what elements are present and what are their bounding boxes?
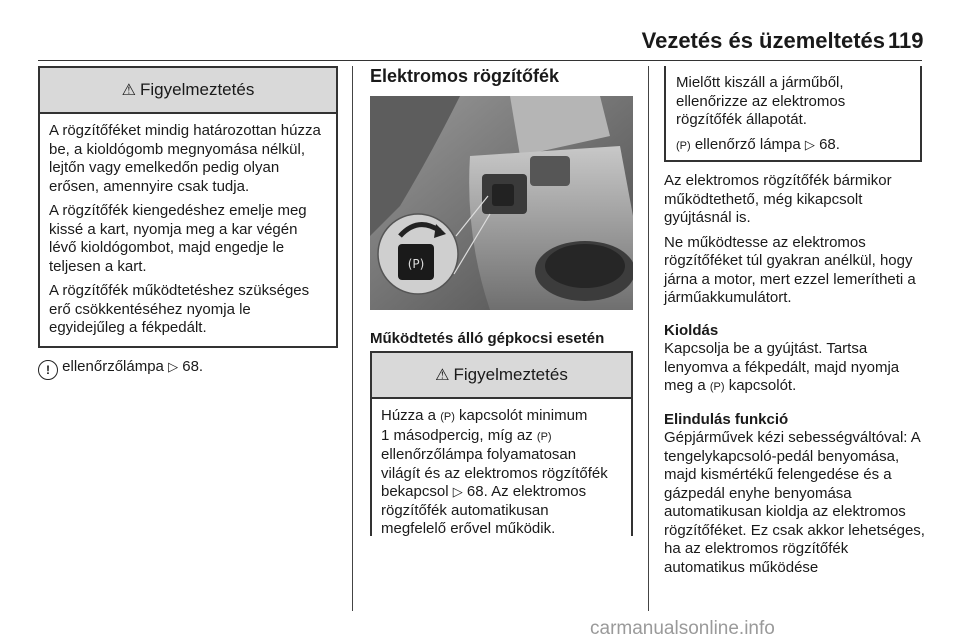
page-ref-arrow-icon: ▷ xyxy=(168,359,179,374)
warning-text: 1 másodpercig, míg az xyxy=(381,426,533,444)
page-ref: 68. xyxy=(182,358,204,375)
console-illustration xyxy=(370,96,633,310)
warning-line xyxy=(381,407,623,427)
warning-box-left xyxy=(38,66,338,348)
warning-body xyxy=(40,114,336,352)
right-body-text xyxy=(664,172,926,583)
watermark: carmanualsonline.info xyxy=(590,618,775,639)
warning-paragraph: A rögzítőféket mindig határozottan húzza be, a kioldógomb megnyomása nélkül, lejtőn vagy emelkedőn pedig olyan erősen, amennyire csak tudja. xyxy=(49,122,321,195)
warning-line: világít és az elektromos rögzítőfék xyxy=(381,464,608,482)
paragraph xyxy=(664,340,926,397)
warning-header xyxy=(40,68,336,114)
kioldas-text: kapcsolót. xyxy=(728,377,797,394)
info-box xyxy=(664,66,922,162)
warning-text: kapcsolót minimum xyxy=(459,407,588,424)
column-divider-left xyxy=(352,66,353,611)
warning-header xyxy=(372,353,631,399)
parking-brake-icon: (P) xyxy=(536,430,552,443)
warning-line: ellenőrzőlámpa folyamatosan xyxy=(381,446,577,463)
warning-triangle-icon: ⚠ xyxy=(121,82,136,99)
running-header-title: Vezetés és üzemeltetés xyxy=(641,28,885,53)
section-title: Elektromos rögzítőfék xyxy=(370,66,560,86)
warning-body xyxy=(372,399,631,547)
subheading-kioldas: Kioldás xyxy=(664,321,719,339)
warning-text: bekapcsol xyxy=(381,483,449,500)
warning-paragraph: A rögzítőfék kiengedéshez emelje meg kissé a kart, nyomja meg a kar végén lévő kioldógombot, majd engedje le teljesen a kart. xyxy=(49,202,307,275)
page-ref-arrow-icon: ▷ xyxy=(804,136,815,152)
paragraph: Az elektromos rögzítőfék bármikor működtethető, még kikapcsolt gyújtásnál is. xyxy=(664,172,892,226)
page-number: 119 xyxy=(888,28,924,53)
parking-brake-icon: (P) xyxy=(440,411,455,423)
warning-paragraph: A rögzítőfék működtetéshez szükséges erő csökkentéséhez nyomja le egyidejűleg a fékpedált. xyxy=(49,282,310,336)
column-divider-right xyxy=(648,66,649,611)
warning-line xyxy=(381,483,623,502)
warning-text: Húzza a xyxy=(381,407,437,424)
warning-triangle-icon: ⚠ xyxy=(435,367,450,384)
warning-text: 68. Az elektromos xyxy=(466,483,587,500)
info-box-lamp-line xyxy=(676,136,910,156)
paragraph: Gépjárművek kézi sebességváltóval: A tengelykapcsoló-pedál benyomása, majd kismértékű felengedése és a gázpedál enyhe benyomása automatikusan kioldja az elektromos rögzítőféket. Ez csak akkor lehetséges, ha az elektromos rögzítőfék automatikus működése xyxy=(664,429,925,576)
header-rule xyxy=(38,60,922,61)
warning-line: rögzítőfék automatikusan xyxy=(381,501,549,519)
warning-box-middle xyxy=(370,351,633,536)
info-box-text: Mielőtt kiszáll a járműből, ellenőrizze az elektromos rögzítőfék állapotát. xyxy=(676,74,846,128)
brake-warning-lamp-icon: ! xyxy=(38,360,58,380)
warning-title: Figyelmeztetés xyxy=(453,365,568,384)
parking-brake-button-icon: (P) xyxy=(709,381,725,393)
lamp-text: ellenőrzőlámpa xyxy=(62,358,164,375)
subheading-elindulas: Elindulás funkció xyxy=(664,410,789,428)
svg-text:(P): (P) xyxy=(407,257,425,271)
page-ref: 68. xyxy=(819,135,840,153)
page-ref-arrow-icon: ▷ xyxy=(452,484,463,499)
warning-title: Figyelmeztetés xyxy=(140,80,255,99)
parking-brake-switch-photo xyxy=(370,96,633,310)
lamp-text: ellenőrző lámpa xyxy=(694,135,801,153)
lamp-reference-line xyxy=(38,358,338,380)
kioldas-text: Kapcsolja be a gyújtást. Tartsa lenyomva a fékpedált, majd nyomja meg a xyxy=(664,340,900,394)
photo-caption: Működtetés álló gépkocsi esetén xyxy=(370,330,605,347)
warning-line xyxy=(381,427,623,447)
parking-brake-icon: (P) xyxy=(676,139,691,152)
paragraph: Ne működtesse az elektromos rögzítőféket túl gyakran anélkül, hogy járna a motor, mert ezzel lemerítheti a járműakkumulátort. xyxy=(664,233,916,306)
warning-line: megfelelő erővel működik. xyxy=(381,520,556,537)
